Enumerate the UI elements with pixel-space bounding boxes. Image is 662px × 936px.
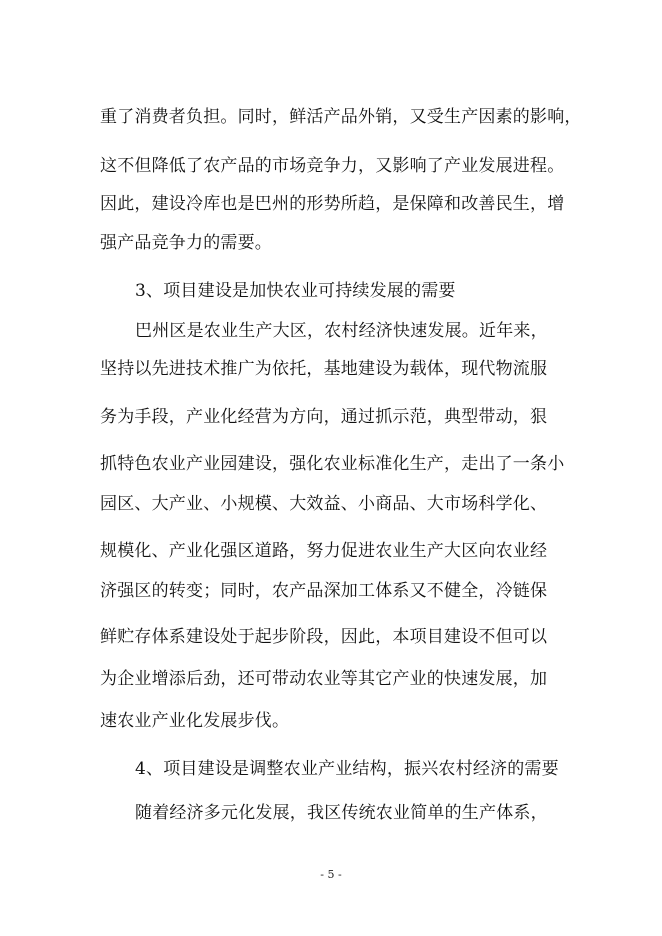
- text-line: 济强区的转变；同时，农产品深加工体系又不健全，冷链保: [100, 581, 548, 601]
- text-line: 园区、大产业、小规模、大效益、小商品、大市场科学化、: [100, 494, 548, 514]
- text-line: 这不但降低了农产品的市场竞争力，又影响了产业发展进程。: [100, 156, 565, 176]
- text-line: 重了消费者负担。同时，鲜活产品外销，又受生产因素的影响，: [100, 107, 582, 127]
- section-heading: 3、项目建设是加快农业可持续发展的需要: [135, 281, 456, 301]
- section-heading: 4、项目建设是调整农业产业结构，振兴农村经济的需要: [135, 759, 559, 779]
- paragraph-first-line: 随着经济多元化发展，我区传统农业简单的生产体系，: [135, 803, 548, 823]
- text-line: 抓特色农业产业园建设，强化农业标准化生产，走出了一条小: [100, 454, 565, 474]
- text-line: 坚持以先进技术推广为依托，基地建设为载体，现代物流服: [100, 359, 548, 379]
- text-line: 为企业增添后劲，还可带动农业等其它产业的快速发展，加: [100, 669, 548, 689]
- paragraph-first-line: 巴州区是农业生产大区，农村经济快速发展。近年来，: [135, 321, 548, 341]
- text-line: 务为手段，产业化经营为方向，通过抓示范，典型带动，狠: [100, 407, 548, 427]
- text-line: 速农业产业化发展步伐。: [100, 711, 290, 731]
- text-line: 强产品竞争力的需要。: [100, 233, 272, 253]
- text-line: 规模化、产业化强区道路，努力促进农业生产大区向农业经: [100, 541, 548, 561]
- text-line: 鲜贮存体系建设处于起步阶段，因此，本项目建设不但可以: [100, 627, 548, 647]
- text-line: 因此，建设冷库也是巴州的形势所趋，是保障和改善民生，增: [100, 194, 565, 214]
- page-number: - 5 -: [320, 868, 342, 881]
